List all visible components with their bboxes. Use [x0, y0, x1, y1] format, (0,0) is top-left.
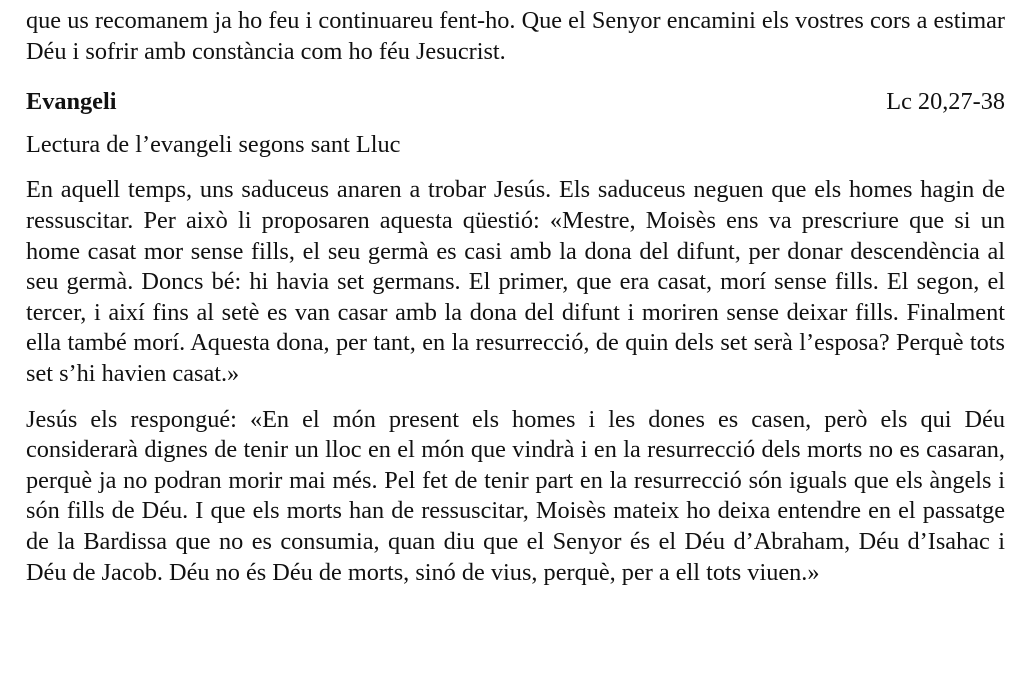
section-heading — [26, 87, 1005, 118]
gospel-paragraph-2: Jesús els respongué: «En el món present els homes i les dones es casen, però els qui Déu considerarà dignes de tenir un lloc en el món que vindrà i en la resurrecció dels morts no es casaran, perquè ja no podran morir mai més. Pel fet de tenir part en la resurrecció són iguals que els àngels i són fills de Déu. I que els morts han de ressuscitar, Moisès mateix ho deixa entendre en el passatge de la Bardissa que no es consumia, quan diu que el Senyor és el Déu d’Abraham, Déu d’Isahac i Déu de Jacob. Déu no és Déu de morts, sinó de vius, perquè, per a ell tots viuen.» — [26, 405, 1005, 586]
closing-paragraph: que us recomanem ja ho feu i continuareu fent-ho. Que el Senyor encamini els vostres cors a estimar Déu i sofrir amb constància com ho féu Jesucrist. — [26, 7, 1005, 65]
section-title: Evangeli — [26, 88, 117, 116]
gospel-paragraph-1: En aquell temps, uns saduceus anaren a trobar Jesús. Els saduceus neguen que els homes hagin de ressuscitar. Per això li proposaren aquesta qüestió: «Mestre, Moisès ens va prescriure que si un home casat mor sense fills, el seu germà es casi amb la dona del difunt, per donar descendència al seu germà. Doncs bé: hi havia set germans. El primer, que era casat, morí sense fills. El segon, el tercer, i així fins al setè es van casar amb la dona del difunt i moriren sense deixar fills. Finalment ella també morí. Aquesta dona, per tant, en la resurrecció, de quin dels set serà l’esposa? Perquè tots set s’hi havien casat.» — [26, 176, 1005, 387]
scripture-reference: Lc 20,27-38 — [886, 88, 1005, 116]
reading-intro: Lectura de l’evangeli segons sant Lluc — [26, 130, 401, 158]
